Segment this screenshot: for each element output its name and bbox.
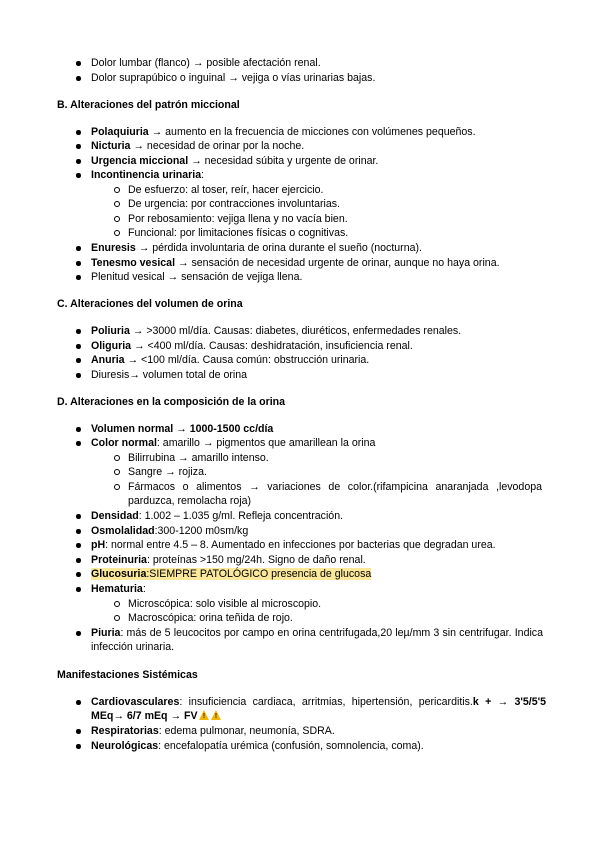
list-item: Plenitud vesical → sensación de vejiga llena. [91, 270, 302, 284]
bullet-icon [76, 344, 81, 349]
circle-bullet-icon [114, 187, 120, 193]
list-item: Osmolalidad:300-1200 m0sm/kg [91, 524, 248, 538]
bullet-icon [76, 329, 81, 334]
sub-list-item: Funcional: por limitaciones físicas o cognitivas. [128, 226, 348, 240]
bullet-icon [76, 558, 81, 563]
sub-list-item: Macroscópica: orina teñida de rojo. [128, 611, 293, 625]
list-item: Dolor lumbar (flanco) → posible afectación renal. [91, 56, 321, 70]
circle-bullet-icon [114, 216, 120, 222]
list-item: Densidad: 1.002 – 1.035 g/ml. Refleja concentración. [91, 509, 343, 523]
bullet-icon [76, 587, 81, 592]
bullet-icon [76, 373, 81, 378]
bullet-icon [76, 76, 81, 81]
bullet-icon [76, 631, 81, 636]
circle-bullet-icon [114, 601, 120, 607]
list-item: Polaquiuria → aumento en la frecuencia de micciones con volúmenes pequeños. [91, 125, 476, 139]
circle-bullet-icon [114, 469, 120, 475]
list-item: Diuresis→ volumen total de orina [91, 368, 247, 382]
sub-list-item: De esfuerzo: al toser, reír, hacer ejercicio. [128, 183, 323, 197]
list-item: Piuria: más de 5 leucocitos por campo en orina centrifugada,20 leµ/mm 3 sin centrifugar. Indica infección urinaria. [91, 626, 543, 654]
list-item: Enuresis → pérdida involuntaria de orina durante el sueño (nocturna). [91, 241, 422, 255]
circle-bullet-icon [114, 484, 120, 490]
list-item: Urgencia miccional → necesidad súbita y urgente de orinar. [91, 154, 378, 168]
list-item: Nicturia → necesidad de orinar por la noche. [91, 139, 304, 153]
circle-bullet-icon [114, 615, 120, 621]
list-item: Hematuria: [91, 582, 146, 596]
warning-icon [211, 710, 222, 720]
bullet-icon [76, 144, 81, 149]
section-c-title: C. Alteraciones del volumen de orina [57, 298, 243, 310]
sub-list-item: Bilirrubina → amarillo intenso. [128, 451, 269, 465]
list-item: Cardiovasculares: insuficiencia cardiaca, arritmias, hipertensión, pericarditis.k + → 3'5/5'5 MEq→ 6/7 mEq → FV!! [91, 695, 546, 723]
bullet-icon [76, 529, 81, 534]
list-item: Anuria → <100 ml/día. Causa común: obstrucción urinaria. [91, 353, 369, 367]
list-item: pH: normal entre 4.5 – 8. Aumentado en infecciones por bacterias que degradan urea. [91, 538, 496, 552]
list-item: Dolor suprapúbico o inguinal → vejiga o vías urinarias bajas. [91, 71, 375, 85]
bullet-icon [76, 358, 81, 363]
list-item: Oliguria → <400 ml/día. Causas: deshidratación, insuficiencia renal. [91, 339, 413, 353]
list-item-highlighted: Glucosuria:SIEMPRE PATOLÓGICO presencia de glucosa [91, 567, 371, 581]
bullet-icon [76, 441, 81, 446]
list-item: Neurológicas: encefalopatía urémica (confusión, somnolencia, coma). [91, 739, 424, 753]
circle-bullet-icon [114, 230, 120, 236]
bullet-icon [76, 61, 81, 66]
circle-bullet-icon [114, 201, 120, 207]
section-sistemicas-title: Manifestaciones Sistémicas [57, 669, 198, 681]
warning-icon [199, 710, 210, 720]
list-item: Tenesmo vesical → sensación de necesidad urgente de orinar, aunque no haya orina. [91, 256, 500, 270]
list-item: Proteinuria: proteínas >150 mg/24h. Signo de daño renal. [91, 553, 366, 567]
bullet-icon [76, 744, 81, 749]
sub-list-item: Microscópica: solo visible al microscopio. [128, 597, 321, 611]
bullet-icon [76, 427, 81, 432]
bullet-icon [76, 275, 81, 280]
bullet-icon [76, 159, 81, 164]
bullet-icon [76, 246, 81, 251]
bullet-icon [76, 543, 81, 548]
bullet-icon [76, 514, 81, 519]
bullet-icon [76, 572, 81, 577]
list-item: Incontinencia urinaria: [91, 168, 204, 182]
section-d-title: D. Alteraciones en la composición de la orina [57, 396, 286, 408]
bullet-icon [76, 130, 81, 135]
circle-bullet-icon [114, 455, 120, 461]
list-item: Respiratorias: edema pulmonar, neumonía, SDRA. [91, 724, 335, 738]
sub-list-item: Fármacos o alimentos → variaciones de color.(rifampicina anaranjada ,levodopa parduzca, remolacha roja) [128, 480, 542, 508]
list-item: Volumen normal → 1000-1500 cc/día [91, 422, 273, 436]
sub-list-item: Por rebosamiento: vejiga llena y no vacía bien. [128, 212, 348, 226]
bullet-icon [76, 729, 81, 734]
list-item: Poliuria → >3000 ml/día. Causas: diabetes, diuréticos, enfermedades renales. [91, 324, 461, 338]
bullet-icon [76, 700, 81, 705]
section-b-title: B. Alteraciones del patrón miccional [57, 99, 240, 111]
sub-list-item: Sangre → rojiza. [128, 465, 207, 479]
bullet-icon [76, 261, 81, 266]
list-item: Color normal: amarillo → pigmentos que amarillean la orina [91, 436, 375, 450]
sub-list-item: De urgencia: por contracciones involuntarias. [128, 197, 340, 211]
bullet-icon [76, 173, 81, 178]
